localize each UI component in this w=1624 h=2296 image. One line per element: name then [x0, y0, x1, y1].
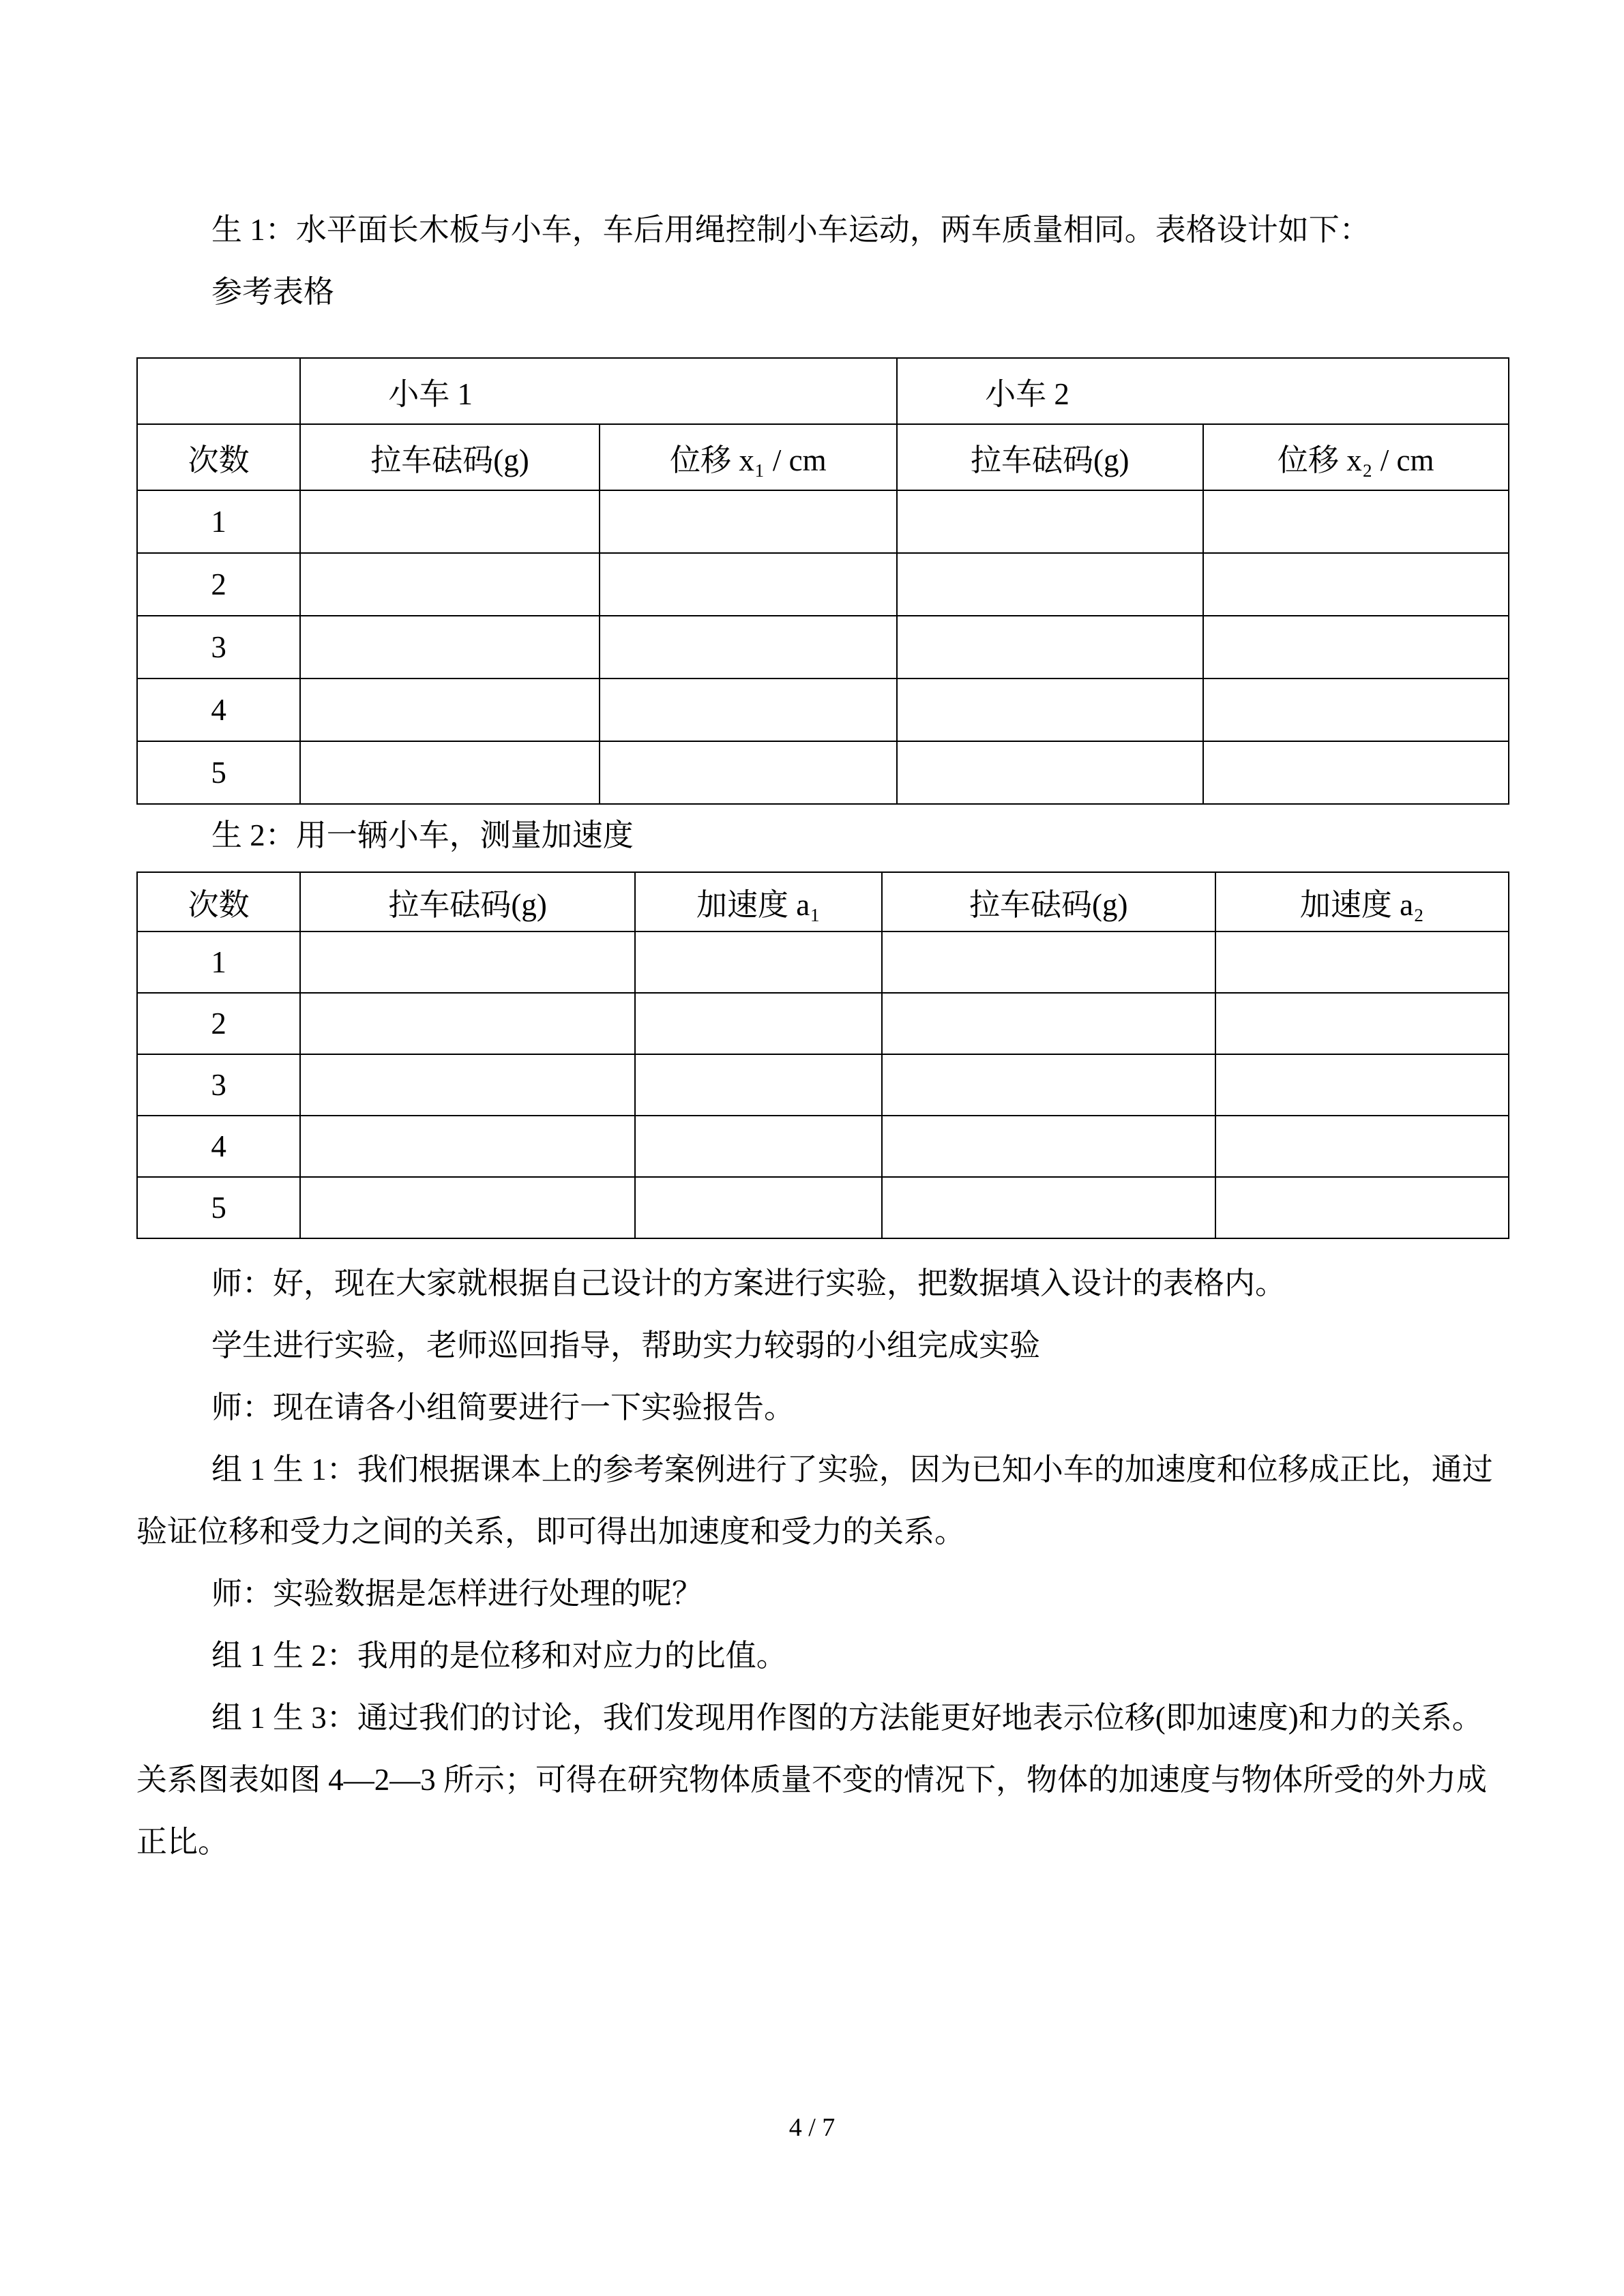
paragraph-group1-student3: 组 1 生 3：通过我们的讨论，我们发现用作图的方法能更好地表示位移(即加速度)和力的关系。关系图表如图 4—2—3 所示；可得在研究物体质量不变的情况下，物体的加速度与物体所受的外力成正比。 — [136, 1701, 1488, 1859]
table2-row-index: 2 — [137, 993, 300, 1054]
table1-row-index: 3 — [137, 616, 300, 679]
table1-empty-cell — [1203, 679, 1509, 741]
table2-empty-cell — [882, 993, 1215, 1054]
table2-empty-cell — [1215, 1177, 1509, 1238]
table2-empty-cell — [635, 993, 882, 1054]
table2-empty-cell — [635, 1116, 882, 1177]
paragraph-teacher-start: 师：好，现在大家就根据自己设计的方案进行实验，把数据填入设计的表格内。 — [211, 1266, 1286, 1300]
table2-empty-cell — [300, 1177, 635, 1238]
table1-empty-cell — [600, 553, 897, 616]
table1-row-5 — [137, 741, 1509, 804]
table1-empty-cell — [897, 679, 1202, 741]
table2-empty-cell — [882, 1054, 1215, 1116]
table1-row-index: 1 — [137, 490, 300, 553]
table1-empty-cell — [300, 553, 599, 616]
table1-row-1 — [137, 490, 1509, 553]
paragraph-group1-student2: 组 1 生 2：我用的是位移和对应力的比值。 — [211, 1639, 787, 1673]
page-number: 4 / 7 — [788, 2113, 836, 2142]
table1-row-4 — [137, 679, 1509, 741]
table2-row-3 — [137, 1054, 1509, 1116]
table1-row-3 — [137, 616, 1509, 679]
table1-empty-cell — [600, 741, 897, 804]
table2-empty-cell — [300, 993, 635, 1054]
table1-empty-cell — [897, 490, 1202, 553]
table2-empty-cell — [1215, 931, 1509, 993]
table2-row-5 — [137, 1177, 1509, 1238]
paragraph-student1-setup: 生 1：水平面长木板与小车，车后用绳控制小车运动，两车质量相同。表格设计如下： — [211, 213, 1370, 247]
table2-row-1 — [137, 931, 1509, 993]
table2-row-4 — [137, 1116, 1509, 1177]
paragraph-teacher-question: 师：实验数据是怎样进行处理的呢？ — [211, 1577, 703, 1611]
table1-row-2 — [137, 553, 1509, 616]
table2-empty-cell — [300, 1054, 635, 1116]
table1-row-index: 5 — [137, 741, 300, 804]
table2-empty-cell — [1215, 993, 1509, 1054]
table2-header-trial: 次数 — [137, 872, 300, 931]
table2-row-index: 5 — [137, 1177, 300, 1238]
table1-empty-cell — [300, 679, 599, 741]
table2-empty-cell — [882, 931, 1215, 993]
table2-row-index: 4 — [137, 1116, 300, 1177]
paragraph-student2: 生 2：用一辆小车，测量加速度 — [211, 818, 634, 852]
table2-empty-cell — [300, 931, 635, 993]
table1-empty-cell — [897, 553, 1202, 616]
paragraph-group1-student1: 组 1 生 1：我们根据课本上的参考案例进行了实验，因为已知小车的加速度和位移成正比，通过验证位移和受力之间的关系，即可得出加速度和受力的关系。 — [136, 1452, 1493, 1549]
table2-empty-cell — [300, 1116, 635, 1177]
table1-row-index: 4 — [137, 679, 300, 741]
table1-empty-cell — [600, 616, 897, 679]
table1-empty-cell — [1203, 741, 1509, 804]
table1-column-header-row — [137, 424, 1509, 490]
paragraph-teacher-report: 师：现在请各小组简要进行一下实验报告。 — [211, 1390, 795, 1425]
table1-corner-cell — [137, 358, 300, 424]
table1-header-trial: 次数 — [137, 424, 300, 490]
table2-empty-cell — [635, 1054, 882, 1116]
table2-empty-cell — [1215, 1054, 1509, 1116]
table1-empty-cell — [897, 616, 1202, 679]
table1-group-cart1: 小车 1 — [300, 358, 897, 424]
table2-column-header-row — [137, 872, 1509, 931]
table1-group-header-row — [137, 358, 1509, 424]
table1-header-weight2: 拉车砝码(g) — [897, 424, 1202, 490]
table2-header-weight2: 拉车砝码(g) — [882, 872, 1215, 931]
table1-header-displacement1: 位移 x₁ / cm — [600, 424, 897, 490]
table2-header-acceleration1: 加速度 a₁ — [635, 872, 882, 931]
table2-row-index: 1 — [137, 931, 300, 993]
table1-empty-cell — [1203, 616, 1509, 679]
table1-empty-cell — [600, 679, 897, 741]
table1-empty-cell — [1203, 553, 1509, 616]
table2-row-index: 3 — [137, 1054, 300, 1116]
table1-empty-cell — [300, 616, 599, 679]
table1-empty-cell — [300, 490, 599, 553]
table1-group-cart2: 小车 2 — [897, 358, 1509, 424]
table1-empty-cell — [300, 741, 599, 804]
table2-header-weight1: 拉车砝码(g) — [300, 872, 635, 931]
table2-empty-cell — [635, 1177, 882, 1238]
table2-row-2 — [137, 993, 1509, 1054]
table-cart-acceleration — [136, 871, 1509, 1239]
table1-empty-cell — [897, 741, 1202, 804]
table1-header-displacement2: 位移 x₂ / cm — [1203, 424, 1509, 490]
paragraph-narration: 学生进行实验，老师巡回指导，帮助实力较弱的小组完成实验 — [211, 1328, 1041, 1362]
table2-empty-cell — [882, 1116, 1215, 1177]
table1-empty-cell — [1203, 490, 1509, 553]
table1-row-index: 2 — [137, 553, 300, 616]
table1-header-weight1: 拉车砝码(g) — [300, 424, 599, 490]
table2-empty-cell — [1215, 1116, 1509, 1177]
table1-empty-cell — [600, 490, 897, 553]
table2-empty-cell — [635, 931, 882, 993]
table-cart-displacement — [136, 357, 1509, 805]
table2-header-acceleration2: 加速度 a₂ — [1215, 872, 1509, 931]
table2-empty-cell — [882, 1177, 1215, 1238]
paragraph-reference-table: 参考表格 — [211, 275, 335, 309]
